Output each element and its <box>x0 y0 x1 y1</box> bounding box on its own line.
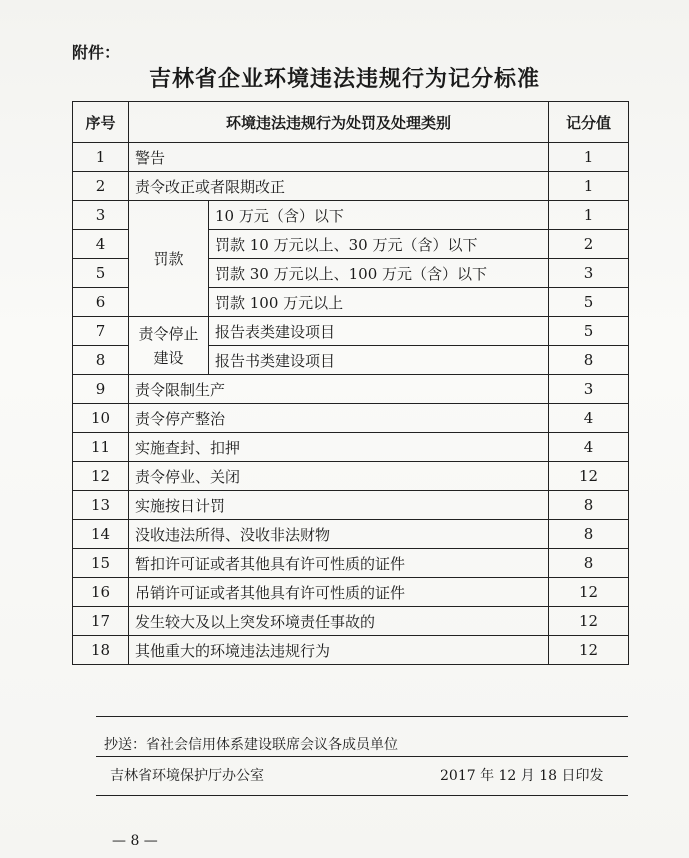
table-row <box>73 607 629 636</box>
row-group-stop-construction: 责令停止建设 <box>129 317 209 375</box>
row-desc: 实施查封、扣押 <box>129 433 549 462</box>
table-row <box>73 317 629 346</box>
table-row <box>73 462 629 491</box>
row-desc: 责令停产整治 <box>129 404 549 433</box>
table-row <box>73 636 629 665</box>
row-score: 12 <box>549 462 629 491</box>
row-desc: 发生较大及以上突发环境责任事故的 <box>129 607 549 636</box>
row-desc: 责令停业、关闭 <box>129 462 549 491</box>
row-no: 3 <box>73 201 129 230</box>
table-row <box>73 404 629 433</box>
row-desc: 其他重大的环境违法违规行为 <box>129 636 549 665</box>
row-no: 2 <box>73 172 129 201</box>
row-group-fine: 罚款 <box>129 201 209 317</box>
row-score: 1 <box>549 201 629 230</box>
row-no: 13 <box>73 491 129 520</box>
row-desc: 报告书类建设项目 <box>209 346 549 375</box>
page-number: — 8 — <box>112 833 158 849</box>
row-desc: 暂扣许可证或者其他具有许可性质的证件 <box>129 549 549 578</box>
row-desc: 实施按日计罚 <box>129 491 549 520</box>
footer-rule-middle <box>96 756 628 757</box>
table-row <box>73 491 629 520</box>
row-score: 3 <box>549 259 629 288</box>
row-desc: 罚款 10 万元以上、30 万元（含）以下 <box>209 230 549 259</box>
row-no: 4 <box>73 230 129 259</box>
row-score: 4 <box>549 433 629 462</box>
row-score: 8 <box>549 491 629 520</box>
row-no: 16 <box>73 578 129 607</box>
table-row <box>73 201 629 230</box>
scoring-table <box>72 101 629 665</box>
row-no: 11 <box>73 433 129 462</box>
row-desc: 10 万元（含）以下 <box>209 201 549 230</box>
table-row <box>73 520 629 549</box>
header-score: 记分值 <box>549 102 629 143</box>
row-no: 9 <box>73 375 129 404</box>
table-row <box>73 433 629 462</box>
row-desc: 警告 <box>129 143 549 172</box>
table-row <box>73 578 629 607</box>
row-no: 7 <box>73 317 129 346</box>
row-no: 17 <box>73 607 129 636</box>
row-score: 1 <box>549 172 629 201</box>
row-score: 5 <box>549 288 629 317</box>
row-no: 1 <box>73 143 129 172</box>
row-score: 1 <box>549 143 629 172</box>
row-no: 10 <box>73 404 129 433</box>
header-category: 环境违法违规行为处罚及处理类别 <box>129 102 549 143</box>
row-no: 15 <box>73 549 129 578</box>
row-desc: 责令限制生产 <box>129 375 549 404</box>
issuing-office: 吉林省环境保护厅办公室 <box>110 768 264 784</box>
row-desc: 罚款 30 万元以上、100 万元（含）以下 <box>209 259 549 288</box>
row-score: 8 <box>549 549 629 578</box>
cc-line: 抄送：省社会信用体系建设联席会议各成员单位 <box>104 737 398 753</box>
page-title: 吉林省企业环境违法违规行为记分标准 <box>148 67 540 92</box>
row-no: 12 <box>73 462 129 491</box>
table-row <box>73 172 629 201</box>
footer-rule-top <box>96 716 628 717</box>
row-score: 4 <box>549 404 629 433</box>
row-desc: 报告表类建设项目 <box>209 317 549 346</box>
row-desc: 责令改正或者限期改正 <box>129 172 549 201</box>
table-row <box>73 549 629 578</box>
attachment-label: 附件： <box>72 43 121 62</box>
row-no: 14 <box>73 520 129 549</box>
row-score: 2 <box>549 230 629 259</box>
row-score: 8 <box>549 520 629 549</box>
row-score: 12 <box>549 607 629 636</box>
table-row <box>73 375 629 404</box>
table-row <box>73 143 629 172</box>
row-score: 12 <box>549 578 629 607</box>
row-no: 5 <box>73 259 129 288</box>
row-no: 8 <box>73 346 129 375</box>
row-no: 6 <box>73 288 129 317</box>
table-header-row <box>73 102 629 143</box>
row-score: 3 <box>549 375 629 404</box>
header-no: 序号 <box>73 102 129 143</box>
row-score: 8 <box>549 346 629 375</box>
row-desc: 吊销许可证或者其他具有许可性质的证件 <box>129 578 549 607</box>
footer-rule-bottom <box>96 795 628 796</box>
row-score: 5 <box>549 317 629 346</box>
issue-date: 2017 年 12 月 18 日印发 <box>440 768 604 784</box>
row-no: 18 <box>73 636 129 665</box>
row-desc: 没收违法所得、没收非法财物 <box>129 520 549 549</box>
row-desc: 罚款 100 万元以上 <box>209 288 549 317</box>
row-score: 12 <box>549 636 629 665</box>
